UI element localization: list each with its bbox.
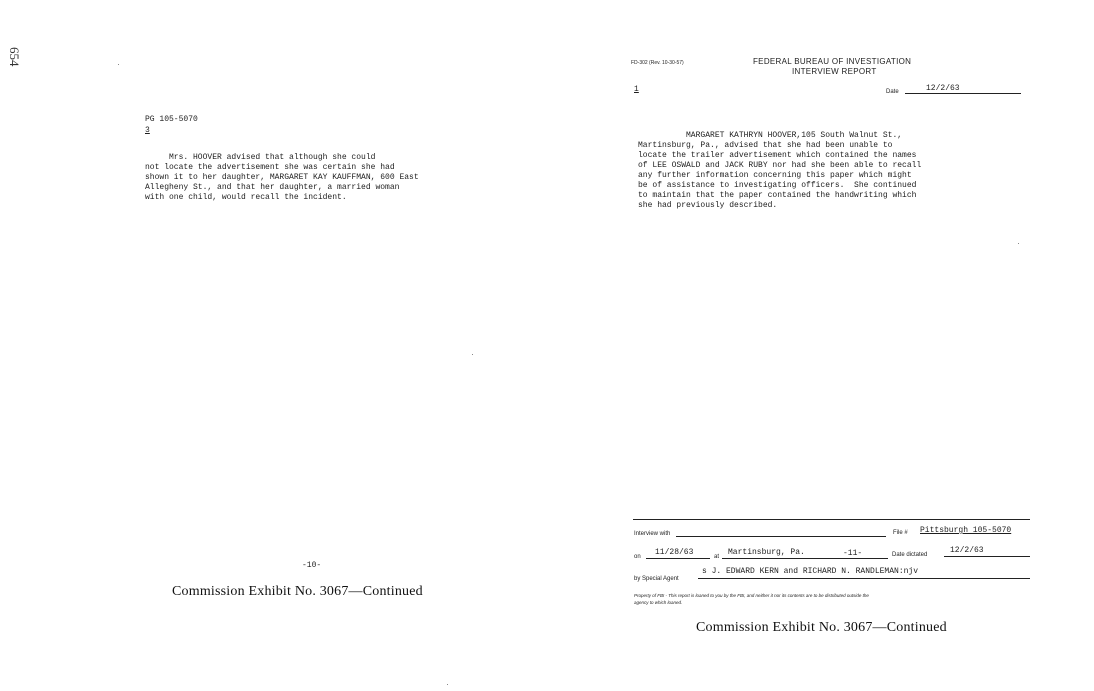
left-paragraph bbox=[145, 153, 419, 203]
at-value: Martinsburg, Pa. bbox=[728, 548, 805, 557]
footer-top-rule bbox=[633, 519, 1030, 520]
left-page-number: -10- bbox=[302, 561, 322, 570]
agency-title: FEDERAL BUREAU OF INVESTIGATION bbox=[753, 57, 912, 66]
date-dictated-label: Date dictated bbox=[892, 552, 928, 558]
right-paragraph-line: she had previously described. bbox=[638, 201, 778, 210]
right-paragraph-line: of LEE OSWALD and JACK RUBY nor had she been able to recall bbox=[638, 161, 922, 170]
scan-speck bbox=[1018, 243, 1019, 244]
on-label: on bbox=[634, 554, 641, 560]
property-notice-line1: Property of FBI - This report is loaned to you by the FBI, and neither it nor its contents are to be distributed outside the bbox=[634, 593, 869, 598]
right-paragraph-line: be of assistance to investigating officers. She continued bbox=[638, 181, 917, 190]
form-number: FD-302 (Rev. 10-30-57) bbox=[631, 60, 684, 66]
on-value: 11/28/63 bbox=[655, 548, 694, 557]
margin-page-number: 654 bbox=[7, 47, 22, 67]
left-paragraph-line: Mrs. HOOVER advised that although she could bbox=[145, 153, 376, 162]
scan-speck bbox=[447, 684, 448, 685]
left-page-index: 3 bbox=[145, 126, 150, 135]
right-paragraph bbox=[638, 131, 921, 211]
special-agent-value: s J. EDWARD KERN and RICHARD N. RANDLEMAN:njv bbox=[702, 567, 919, 576]
report-type: INTERVIEW REPORT bbox=[792, 67, 877, 76]
left-file-reference: PG 105-5070 bbox=[145, 115, 198, 124]
right-paragraph-line: MARGARET KATHRYN HOOVER,105 South Walnut St., bbox=[638, 131, 903, 140]
left-paragraph-line: not locate the advertisement she was certain she had bbox=[145, 163, 395, 172]
file-label: File # bbox=[893, 530, 908, 536]
file-value: Pittsburgh 105-5070 bbox=[920, 526, 1012, 535]
right-paragraph-line: to maintain that the paper contained the handwriting which bbox=[638, 191, 917, 200]
scan-speck bbox=[472, 354, 473, 355]
date-value: 12/2/63 bbox=[926, 84, 960, 93]
on-rule bbox=[646, 558, 710, 559]
date-rule bbox=[905, 93, 1021, 94]
date-label: Date bbox=[886, 89, 899, 95]
property-notice-line2: agency to which loaned. bbox=[634, 600, 683, 605]
left-paragraph-line: with one child, would recall the incident. bbox=[145, 193, 347, 202]
scan-speck bbox=[118, 64, 119, 65]
right-exhibit-caption: Commission Exhibit No. 3067—Continued bbox=[696, 620, 947, 635]
right-paragraph-line: Martinsburg, Pa., advised that she had been unable to bbox=[638, 141, 893, 150]
at-label: at bbox=[714, 554, 720, 560]
interview-with-rule bbox=[676, 536, 886, 537]
right-page-index: 1 bbox=[634, 85, 639, 94]
footer-page-number: -11- bbox=[843, 549, 863, 558]
left-exhibit-caption: Commission Exhibit No. 3067—Continued bbox=[172, 584, 423, 599]
left-paragraph-line: shown it to her daughter, MARGARET KAY KAUFFMAN, 600 East bbox=[145, 173, 419, 182]
special-agent-label: by Special Agent bbox=[634, 576, 679, 582]
right-paragraph-line: any further information concerning this paper which might bbox=[638, 171, 912, 180]
at-rule bbox=[722, 558, 888, 559]
date-dictated-value: 12/2/63 bbox=[950, 546, 984, 555]
date-dictated-rule bbox=[944, 556, 1030, 557]
left-paragraph-line: Allegheny St., and that her daughter, a married woman bbox=[145, 183, 400, 192]
special-agent-rule bbox=[698, 578, 1030, 579]
interview-with-label: Interview with bbox=[634, 531, 671, 537]
right-paragraph-line: locate the trailer advertisement which contained the names bbox=[638, 151, 917, 160]
